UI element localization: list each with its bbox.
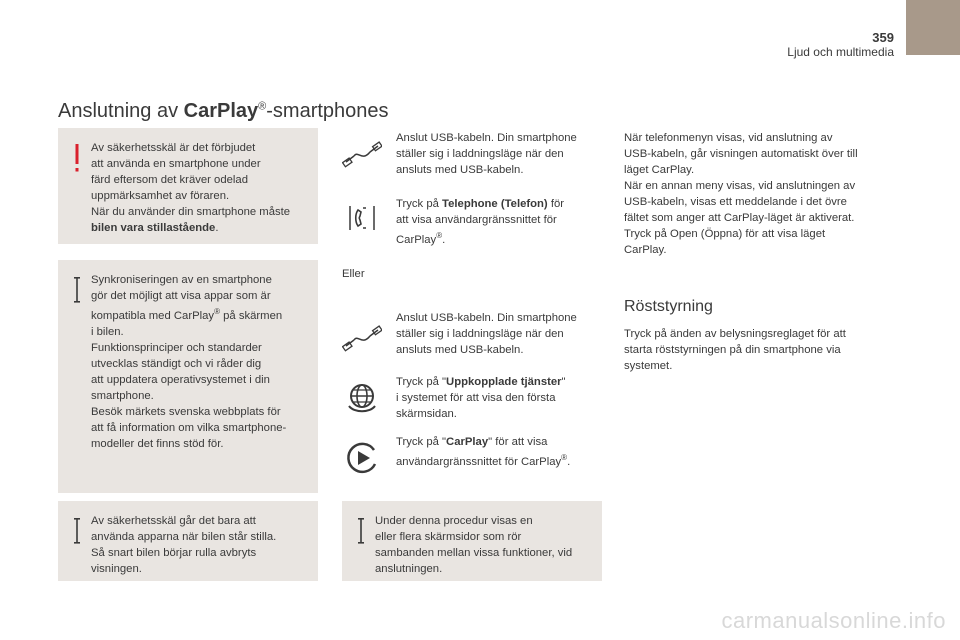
text-line: ställer sig i laddningsläge när den — [396, 328, 564, 340]
text-line: använda apparna när bilen står stilla. — [91, 531, 277, 543]
voice-control-heading: Röststyrning — [624, 298, 713, 315]
text-line: Funktionsprinciper och standarder — [91, 341, 262, 354]
text-fragment: CarPlay — [396, 233, 437, 246]
text-line: att uppdatera operativsystemet i din — [91, 373, 270, 386]
text-line: Besök märkets svenska webbplats för — [91, 405, 281, 418]
usb-cable-icon — [342, 324, 382, 354]
text-fragment: . — [215, 222, 219, 234]
text-line — [396, 450, 606, 470]
text-line: anslutningen. — [375, 563, 443, 575]
text-line: att visa användargränssnittet för — [396, 214, 557, 226]
info-box-procedure — [342, 501, 602, 581]
text-fragment: Tryck på — [396, 198, 443, 210]
info-box-safety — [58, 501, 318, 581]
text-line: i bilen. — [91, 325, 124, 338]
text-line: smartphone. — [91, 389, 154, 402]
text-line — [91, 220, 310, 236]
text-fragment: på skärmen — [219, 309, 283, 322]
info-icon — [66, 511, 88, 551]
text-line: Av säkerhetsskäl är det förbjudet — [91, 142, 256, 154]
text-line: läget CarPlay. — [624, 164, 695, 176]
text-line: starta röststyrningen på din smartphone via — [624, 344, 841, 356]
info-box-sync — [58, 260, 318, 493]
info-icon — [66, 270, 88, 310]
text-fragment: kompatibla med CarPlay — [91, 309, 215, 322]
carplay-mode-paragraph — [624, 130, 894, 258]
bold-text: Uppkopplade tjänster — [446, 376, 562, 388]
eller-label: Eller — [342, 268, 365, 280]
text-fragment: Tryck på " — [396, 436, 447, 448]
text-line: modeller det finns stöd för. — [91, 437, 224, 450]
text-line: utvecklas ständigt och vi råder dig — [91, 357, 262, 370]
phone-handset-icon — [346, 200, 378, 236]
text-fragment: användargränssnittet för CarPlay — [396, 455, 562, 468]
page-number: 359 — [872, 30, 894, 45]
text-line: USB-kabeln, visas ett meddelande i det övre — [624, 196, 847, 208]
info-icon — [350, 511, 372, 551]
step-connected-services — [396, 374, 606, 422]
title-suffix: -smartphones — [266, 100, 389, 122]
exclamation-icon — [66, 138, 88, 178]
text-fragment: " för att visa — [488, 436, 548, 448]
text-line: skärmsidan. — [396, 408, 457, 420]
text-fragment: för — [547, 198, 565, 210]
warning-box — [58, 128, 318, 244]
corner-tab — [906, 0, 960, 55]
info-text — [91, 272, 310, 452]
text-line: Anslut USB-kabeln. Din smartphone — [396, 132, 577, 144]
title-prefix: Anslutning av — [58, 100, 184, 122]
text-line: Tryck på Open (Öppna) för att visa läget — [624, 228, 826, 240]
text-line: att använda en smartphone under — [91, 158, 261, 170]
title-registered-mark: ® — [258, 100, 267, 113]
text-line: uppmärksamhet av föraren. — [91, 190, 230, 202]
bold-text: bilen vara stillastående — [91, 222, 216, 234]
text-line: systemet. — [624, 360, 673, 372]
text-fragment: . — [442, 233, 446, 246]
text-line: Synkroniseringen av en smartphone — [91, 274, 272, 286]
text-line: ansluts med USB-kabeln. — [396, 344, 524, 356]
text-line: i systemet för att visa den första — [396, 392, 556, 404]
text-line: eller flera skärmsidor som rör — [375, 531, 522, 543]
registered-mark: ® — [561, 453, 568, 462]
step-connect-usb — [396, 130, 606, 178]
text-line — [91, 304, 310, 324]
bold-text: CarPlay — [446, 436, 489, 448]
section-label: Ljud och multimedia — [787, 45, 894, 59]
text-line: ställer sig i laddningsläge när den — [396, 148, 564, 160]
text-line: Tryck på änden av belysningsreglaget för att — [624, 328, 846, 340]
text-line: Av säkerhetsskäl går det bara att — [91, 515, 256, 527]
text-line — [396, 374, 606, 390]
text-line: Under denna procedur visas en — [375, 515, 533, 527]
info-text — [91, 513, 310, 577]
text-line: Så snart bilen börjar rulla avbryts — [91, 547, 257, 559]
warning-text — [91, 140, 310, 236]
registered-mark: ® — [436, 231, 443, 240]
text-line — [396, 228, 606, 248]
text-line: fältet som anger att CarPlay-läget är aktiverat. — [624, 212, 855, 224]
watermark: carmanualsonline.info — [721, 608, 946, 633]
text-line: att få information om vilka smartphone- — [91, 421, 287, 434]
text-line: När telefonmenyn visas, vid anslutning av — [624, 132, 833, 144]
step-carplay — [396, 434, 606, 470]
page-title — [58, 100, 389, 123]
text-line: CarPlay. — [624, 244, 667, 256]
play-icon — [344, 440, 380, 476]
title-brand: CarPlay — [183, 100, 259, 122]
text-fragment: " — [561, 376, 566, 388]
step-connect-usb-2 — [396, 310, 606, 358]
text-line: Anslut USB-kabeln. Din smartphone — [396, 312, 577, 324]
info-text — [375, 513, 594, 577]
connected-services-icon — [344, 378, 380, 414]
text-line: sambanden mellan vissa funktioner, vid — [375, 547, 573, 559]
text-line: färd eftersom det kräver odelad — [91, 174, 248, 186]
text-fragment: . — [567, 455, 571, 468]
voice-control-paragraph — [624, 326, 894, 374]
text-line: gör det möjligt att visa appar som är — [91, 290, 271, 302]
text-line: ansluts med USB-kabeln. — [396, 164, 524, 176]
text-line: När du använder din smartphone måste — [91, 206, 291, 218]
bold-text: Telephone (Telefon) — [442, 198, 548, 210]
usb-cable-icon — [342, 140, 382, 170]
text-fragment: Tryck på " — [396, 376, 447, 388]
registered-mark: ® — [214, 307, 220, 316]
text-line: USB-kabeln, går visningen automatiskt över till — [624, 148, 858, 160]
text-line — [396, 196, 606, 212]
step-telephone — [396, 196, 606, 248]
text-line: visningen. — [91, 563, 142, 575]
text-line — [396, 434, 606, 450]
text-line: När en annan meny visas, vid anslutningen av — [624, 180, 856, 192]
